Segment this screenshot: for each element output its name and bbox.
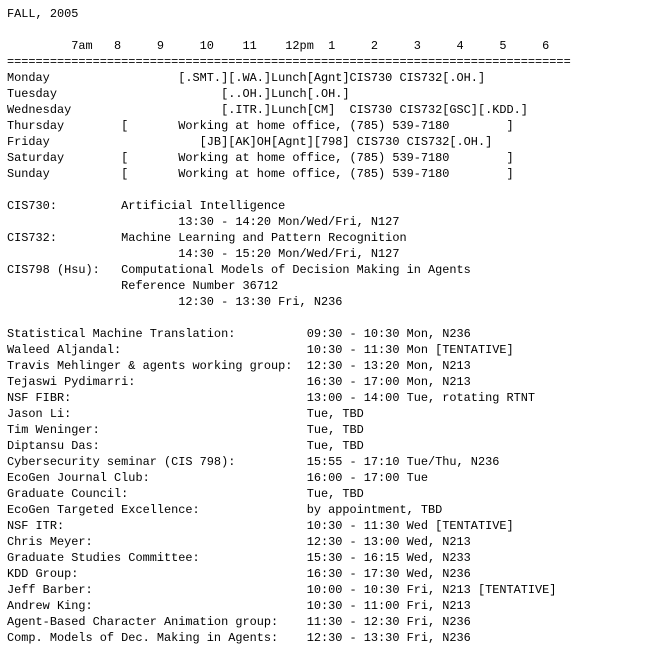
- meeting-row: EcoGen Targeted Excellence: by appointment, TBD: [7, 503, 443, 517]
- weekly-row-thursday: Thursday [ Working at home office, (785) 539-7180 ]: [7, 119, 514, 133]
- weekly-row-sunday: Sunday [ Working at home office, (785) 539-7180 ]: [7, 167, 514, 181]
- time-header-row: 7am 8 9 10 11 12pm 1 2 3 4 5 6: [7, 39, 550, 53]
- weekly-row-monday: Monday [.SMT.][.WA.]Lunch[Agnt]CIS730 CIS732[.OH.]: [7, 71, 486, 85]
- course-cis798-title: CIS798 (Hsu): Computational Models of Decision Making in Agents: [7, 263, 471, 277]
- meeting-row: Comp. Models of Dec. Making in Agents: 12:30 - 13:30 Fri, N236: [7, 631, 471, 645]
- meeting-row: Statistical Machine Translation: 09:30 - 10:30 Mon, N236: [7, 327, 471, 341]
- course-cis730-time: 13:30 - 14:20 Mon/Wed/Fri, N127: [7, 215, 400, 229]
- separator-rule: ===============================================================================: [7, 55, 571, 69]
- weekly-row-friday: Friday [JB][AK]OH[Agnt][798] CIS730 CIS732[.OH.]: [7, 135, 493, 149]
- meeting-row: Travis Mehlinger & agents working group: 12:30 - 13:20 Mon, N213: [7, 359, 471, 373]
- weekly-row-tuesday: Tuesday [..OH.]Lunch[.OH.]: [7, 87, 350, 101]
- weekly-row-wednesday: Wednesday [.ITR.]Lunch[CM] CIS730 CIS732[GSC][.KDD.]: [7, 103, 528, 117]
- meeting-row: NSF FIBR: 13:00 - 14:00 Tue, rotating RTNT: [7, 391, 536, 405]
- meeting-row: Waleed Aljandal: 10:30 - 11:30 Mon [TENTATIVE]: [7, 343, 514, 357]
- meeting-row: Chris Meyer: 12:30 - 13:00 Wed, N213: [7, 535, 471, 549]
- meeting-row: Jason Li: Tue, TBD: [7, 407, 364, 421]
- course-cis798-time: 12:30 - 13:30 Fri, N236: [7, 295, 343, 309]
- course-cis732-time: 14:30 - 15:20 Mon/Wed/Fri, N127: [7, 247, 400, 261]
- course-cis798-reference: Reference Number 36712: [7, 279, 279, 293]
- weekly-row-saturday: Saturday [ Working at home office, (785) 539-7180 ]: [7, 151, 514, 165]
- blank-line: [7, 182, 643, 198]
- course-cis732-title: CIS732: Machine Learning and Pattern Recognition: [7, 231, 407, 245]
- blank-line: [7, 22, 643, 38]
- course-cis730-title: CIS730: Artificial Intelligence: [7, 199, 286, 213]
- schedule-document: [7, 6, 643, 646]
- meeting-row: Agent-Based Character Animation group: 11:30 - 12:30 Fri, N236: [7, 615, 471, 629]
- page-title: FALL, 2005: [7, 7, 79, 21]
- meeting-row: Jeff Barber: 10:00 - 10:30 Fri, N213 [TENTATIVE]: [7, 583, 557, 597]
- meeting-row: Cybersecurity seminar (CIS 798): 15:55 - 17:10 Tue/Thu, N236: [7, 455, 500, 469]
- meeting-row: Tejaswi Pydimarri: 16:30 - 17:00 Mon, N213: [7, 375, 471, 389]
- meeting-row: EcoGen Journal Club: 16:00 - 17:00 Tue: [7, 471, 428, 485]
- meeting-row: Diptansu Das: Tue, TBD: [7, 439, 364, 453]
- meeting-row: Tim Weninger: Tue, TBD: [7, 423, 364, 437]
- meeting-row: KDD Group: 16:30 - 17:30 Wed, N236: [7, 567, 471, 581]
- meeting-row: Graduate Studies Committee: 15:30 - 16:15 Wed, N233: [7, 551, 471, 565]
- meeting-row: Andrew King: 10:30 - 11:00 Fri, N213: [7, 599, 471, 613]
- blank-line: [7, 310, 643, 326]
- meeting-row: NSF ITR: 10:30 - 11:30 Wed [TENTATIVE]: [7, 519, 514, 533]
- meeting-row: Graduate Council: Tue, TBD: [7, 487, 364, 501]
